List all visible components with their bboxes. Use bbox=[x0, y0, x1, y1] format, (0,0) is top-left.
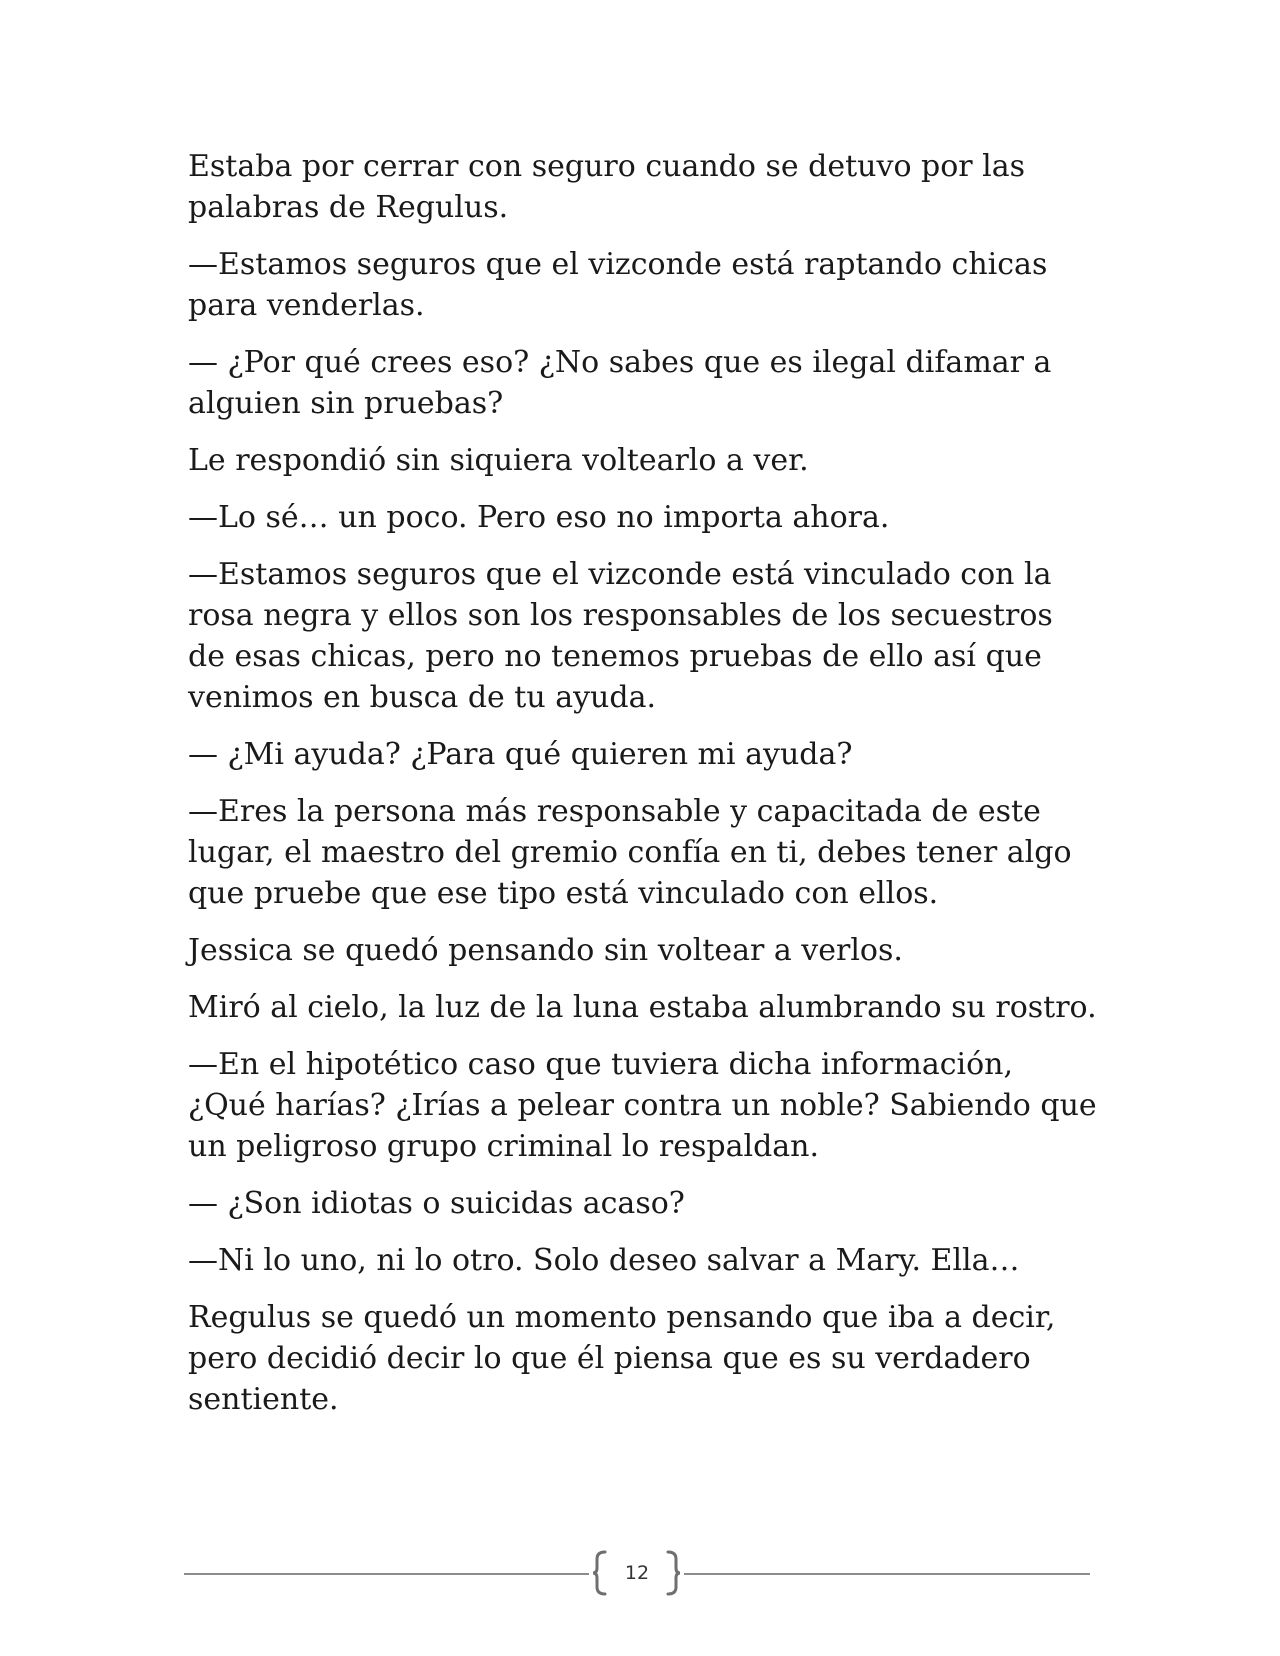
paragraph-5: —Lo sé… un poco. Pero eso no importa ahora. bbox=[188, 500, 890, 535]
paragraph-10: Miró al cielo, la luz de la luna estaba alumbrando su rostro. bbox=[188, 990, 1097, 1025]
paragraph-4: Le respondió sin siquiera voltearlo a ver. bbox=[188, 443, 809, 478]
paragraph-13: —Ni lo uno, ni lo otro. Solo deseo salvar a Mary. Ella… bbox=[188, 1243, 1020, 1278]
footer-rule-left bbox=[184, 1573, 589, 1575]
paragraph-6: —Estamos seguros que el vizconde está vinculado con la rosa negra y ellos son los responsables de los secuestros de esas chicas, pero no tenemos pruebas de ello así que venimos en busca de tu ayuda. bbox=[188, 557, 1053, 715]
paragraph-14: Regulus se quedó un momento pensando que iba a decir, pero decidió decir lo que él piensa que es su verdadero sentiente. bbox=[188, 1300, 1056, 1417]
paragraph-12: — ¿Son idiotas o suicidas acaso? bbox=[188, 1186, 685, 1221]
footer-rule-right bbox=[684, 1573, 1090, 1575]
open-brace-icon bbox=[591, 1550, 609, 1596]
paragraph-3: — ¿Por qué crees eso? ¿No sabes que es ilegal difamar a alguien sin pruebas? bbox=[188, 345, 1052, 421]
close-brace-icon bbox=[664, 1550, 682, 1596]
body-text bbox=[188, 146, 1098, 1436]
paragraph-11: —En el hipotético caso que tuviera dicha información, ¿Qué harías? ¿Irías a pelear contra un noble? Sabiendo que un peligroso grupo criminal lo respaldan. bbox=[188, 1047, 1097, 1164]
page-footer bbox=[184, 1550, 1090, 1596]
page-number: 12 bbox=[624, 1562, 650, 1584]
paragraph-2: —Estamos seguros que el vizconde está raptando chicas para venderlas. bbox=[188, 247, 1048, 323]
paragraph-9: Jessica se quedó pensando sin voltear a verlos. bbox=[188, 933, 903, 968]
paragraph-8: —Eres la persona más responsable y capacitada de este lugar, el maestro del gremio confía en ti, debes tener algo que pruebe que ese tipo está vinculado con ellos. bbox=[188, 794, 1072, 911]
paragraph-7: — ¿Mi ayuda? ¿Para qué quieren mi ayuda? bbox=[188, 737, 853, 772]
paragraph-1: Estaba por cerrar con seguro cuando se detuvo por las palabras de Regulus. bbox=[188, 149, 1026, 225]
